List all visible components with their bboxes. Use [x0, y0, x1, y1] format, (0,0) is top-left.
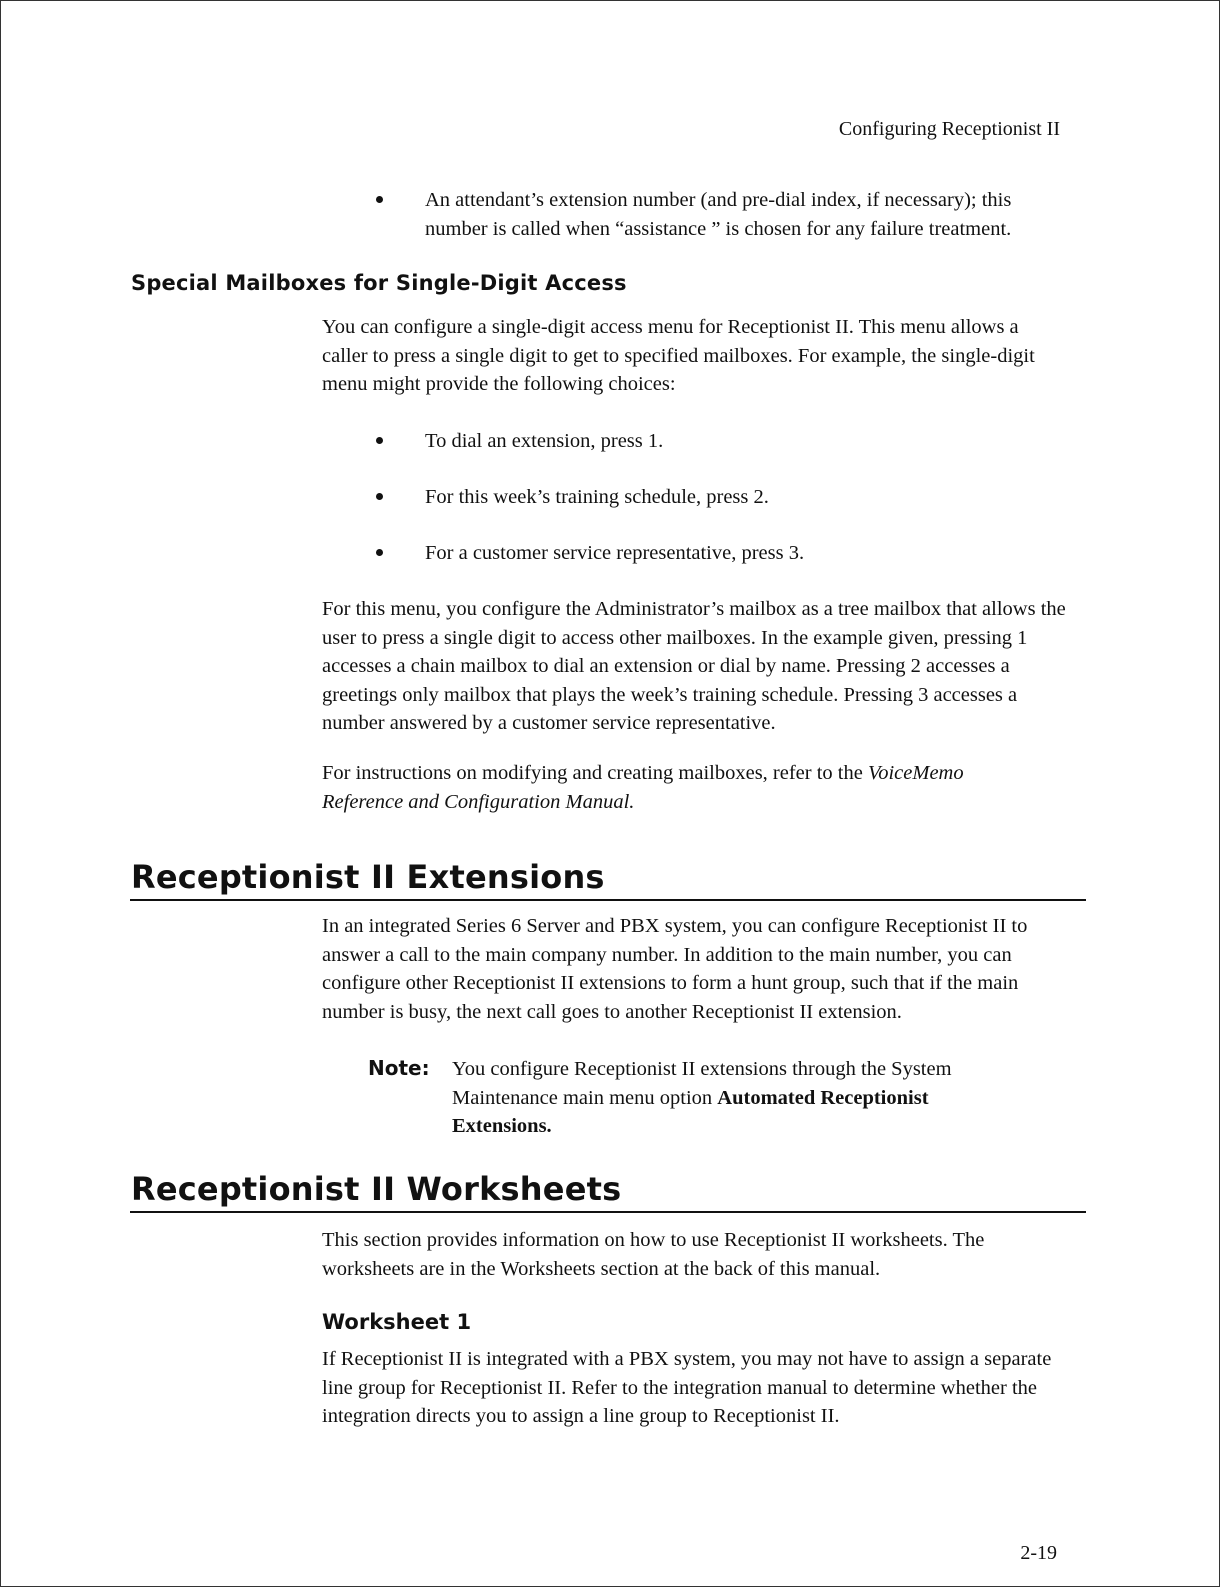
worksheet-1-paragraph: If Receptionist II is integrated with a PBX system, you may not have to assign a separate line group for Receptionist II. Refer to the integration manual to determine whether the integration directs you to assign a line group to Receptionist II.	[322, 1348, 1052, 1427]
section-heading-worksheets: Receptionist II Worksheets	[131, 1170, 622, 1208]
bullet-icon	[376, 437, 383, 444]
running-header: Configuring Receptionist II	[838, 118, 1060, 140]
bullet-icon	[376, 493, 383, 500]
choice-item-3: For a customer service representative, press 3.	[425, 542, 805, 564]
intro-bullet-text: An attendant’s extension number (and pre-dial index, if necessary); this number is called when “assistance ” is chosen for any failure treatment.	[425, 189, 1012, 240]
choice-item-1: To dial an extension, press 1.	[425, 430, 664, 452]
section-divider	[130, 899, 1086, 901]
bullet-icon	[376, 549, 383, 556]
subsection-heading-worksheet-1: Worksheet 1	[322, 1310, 472, 1334]
note-label: Note:	[368, 1056, 430, 1080]
bullet-icon	[376, 196, 383, 203]
mailbox-instructions-reference	[322, 759, 1042, 816]
extensions-paragraph: In an integrated Series 6 Server and PBX system, you can configure Receptionist II to answer a call to the main company number. In addition to the main number, you can configure other Receptionist II extensions to form a hunt group, such that if the main number is busy, the next call goes to another Receptionist II extension.	[322, 915, 1028, 1023]
special-mailboxes-intro: You can configure a single-digit access menu for Receptionist II. This menu allows a caller to press a single digit to get to specified mailboxes. For example, the single-digit menu might provide the following choices:	[322, 316, 1035, 395]
section-heading-extensions: Receptionist II Extensions	[131, 858, 605, 896]
page-number: 2-19	[1020, 1542, 1057, 1564]
note-menu-option: Automated Receptionist Extensions.	[452, 1086, 929, 1137]
tree-mailbox-explanation: For this menu, you configure the Administrator’s mailbox as a tree mailbox that allows the user to press a single digit to access other mailboxes. In the example given, pressing 1 accesses a chain mailbox to dial an extension or dial by name. Pressing 2 accesses a greetings only mailbox that plays the week’s training schedule. Pressing 3 accesses a number answered by a customer service representative.	[322, 598, 1066, 734]
section-divider	[130, 1211, 1086, 1213]
choice-item-2: For this week’s training schedule, press 2.	[425, 486, 769, 508]
reference-prefix: For instructions on modifying and creating mailboxes, refer to the	[322, 762, 868, 784]
manual-title: VoiceMemo Reference and Configuration Manual.	[322, 762, 964, 813]
section-heading-special-mailboxes: Special Mailboxes for Single-Digit Access	[131, 271, 627, 295]
note-text	[452, 1055, 1012, 1141]
worksheets-paragraph: This section provides information on how to use Receptionist II worksheets. The worksheets are in the Worksheets section at the back of this manual.	[322, 1229, 985, 1280]
note-body: You configure Receptionist II extensions through the System Maintenance main menu option	[452, 1058, 952, 1109]
